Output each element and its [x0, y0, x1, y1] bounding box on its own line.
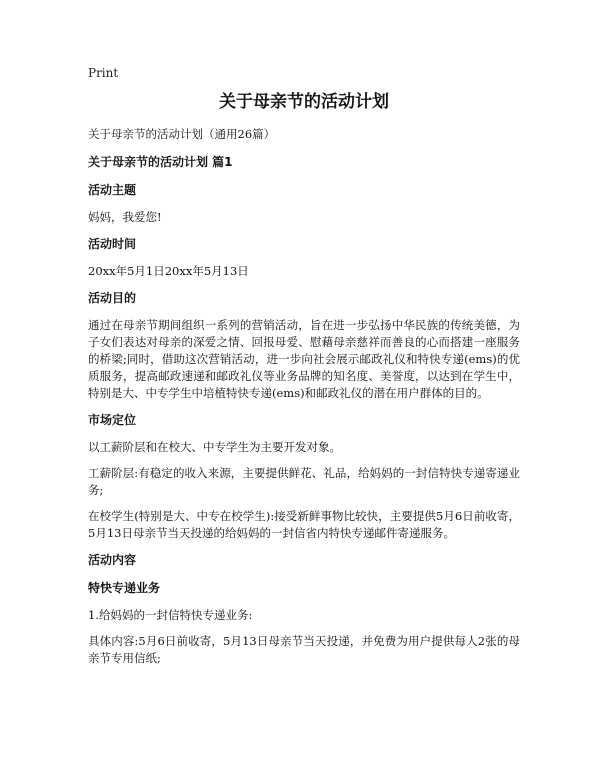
market-heading: 市场定位: [88, 413, 137, 427]
salaried-text: 工薪阶层:有稳定的收入来源，主要提供鲜花、礼品，给妈妈的一封信特快专递寄递业务;: [88, 466, 520, 497]
document-page: [88, 64, 520, 676]
purpose-text: 通过在母亲节期间组织一系列的营销活动，旨在进一步弘扬中华民族的传统美德，为子女们表达对母亲的深爱之情、回报母爱、慰藉母亲慈祥而善良的心而搭建一座服务的桥梁;同时，借助这次营销活动，进一步向社会展示邮政礼仪和特快专递(ems)的优质服务，提高邮政速递和邮政礼仪等业务品牌的知名度、美誉度，以达到在学生中，特别是大、中专学生中培植特快专递(ems)和邮政礼仪的潜在用户群体的目的。: [88, 318, 520, 400]
purpose-heading: 活动目的: [88, 291, 137, 305]
document-subtitle: 关于母亲节的活动计划（通用26篇）: [88, 127, 276, 141]
students-text: 在校学生(特别是大、中专在校学生):接受新鲜事物比较快，主要提供5月6日前收寄，5月13日母亲节当天投递的给妈妈的一封信省内特快专递邮件寄递服务。: [88, 509, 520, 540]
content-heading: 活动内容: [88, 553, 137, 567]
document-title: 关于母亲节的活动计划: [219, 92, 389, 112]
theme-text: 妈妈，我爱您!: [88, 210, 162, 224]
market-text: 以工薪阶层和在校大、中专学生为主要开发对象。: [88, 440, 341, 454]
time-text: 20xx年5月1日20xx年5月13日: [88, 264, 249, 278]
express-heading: 特快专递业务: [88, 581, 161, 595]
time-heading: 活动时间: [88, 237, 137, 251]
item1-text: 1.给妈妈的一封信特快专递业务:: [88, 608, 253, 622]
theme-heading: 活动主题: [88, 183, 137, 197]
print-label[interactable]: Print: [88, 66, 119, 80]
detail-text: 具体内容:5月6日前收寄，5月13日母亲节当天投递，并免费为用户提供每人2张的母亲节专用信纸;: [88, 634, 520, 665]
section-title: 关于母亲节的活动计划 篇1: [88, 155, 233, 169]
